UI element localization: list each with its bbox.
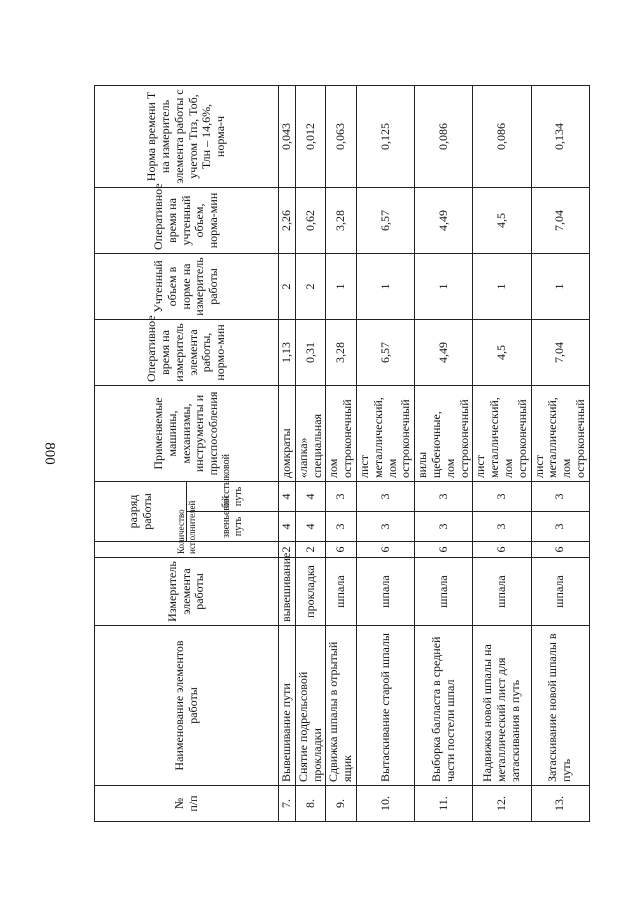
row-grade-link: 4 (279, 512, 296, 542)
row-num: 8. (295, 786, 326, 822)
row-grade-link: 3 (531, 512, 589, 542)
row-tools: «лапка» специальная (295, 386, 326, 482)
row-name: Снятие подрельсовой прокладки (295, 626, 326, 786)
row-name: Вытаскивание старой шпалы (356, 626, 414, 786)
table-row (415, 86, 473, 822)
row-tools: лист металлический, лом остроконечный (531, 386, 589, 482)
row-op-volume: 0,62 (295, 188, 326, 254)
row-volume: 2 (295, 254, 326, 320)
row-op-time: 6,57 (356, 320, 414, 386)
row-tools: вилы щебеночные, лом остроконечный (415, 386, 473, 482)
row-name: Выборка балласта в средней части постели шпал (415, 626, 473, 786)
table-row (326, 86, 357, 822)
norm-table (94, 85, 590, 822)
table-row (356, 86, 414, 822)
row-workers: 6 (415, 542, 473, 558)
header-op-time-meter: Оперативное время на измеритель элемента работы, нормо-мин (95, 320, 279, 386)
row-grade-link: 3 (415, 512, 473, 542)
row-norm-time: 0,134 (531, 86, 589, 188)
row-workers: 6 (531, 542, 589, 558)
row-op-volume: 3,28 (326, 188, 357, 254)
row-meter: шпала (473, 558, 531, 626)
row-op-volume: 4,49 (415, 188, 473, 254)
row-op-time: 0,31 (295, 320, 326, 386)
row-meter: шпала (356, 558, 414, 626)
row-op-time: 1,13 (279, 320, 296, 386)
header-meter: Измеритель элемента работы (95, 558, 279, 626)
row-num: 10. (356, 786, 414, 822)
row-num: 11. (415, 786, 473, 822)
row-num: 9. (326, 786, 357, 822)
row-grade-jointless: 3 (356, 482, 414, 512)
header-volume: Учтенный объем в норме на измеритель работы (95, 254, 279, 320)
row-workers: 6 (356, 542, 414, 558)
header-op-time-volume: Оперативное время на учтенный объем, норма-мин (95, 188, 279, 254)
row-op-time: 7,04 (531, 320, 589, 386)
header-num: № п/п (95, 786, 279, 822)
header-grade-group: разряд работы (95, 482, 187, 542)
row-grade-link: 3 (356, 512, 414, 542)
header-grade-link: звеньевой путь (187, 512, 279, 542)
page-number: 800 (41, 442, 58, 465)
row-meter: шпала (415, 558, 473, 626)
header-grade-jointless: бесстыковой путь (187, 482, 279, 512)
row-op-volume: 6,57 (356, 188, 414, 254)
table-row (295, 86, 326, 822)
row-op-volume: 2,26 (279, 188, 296, 254)
row-volume: 1 (531, 254, 589, 320)
row-workers: 6 (473, 542, 531, 558)
norm-table-rotated (94, 86, 587, 822)
row-grade-link: 4 (295, 512, 326, 542)
row-grade-jointless: 3 (326, 482, 357, 512)
row-volume: 1 (473, 254, 531, 320)
row-tools: лом остроконечный (326, 386, 357, 482)
header-name: Наименование элементов работы (95, 626, 279, 786)
row-tools: домкраты (279, 386, 296, 482)
row-tools: лист металлический, лом остроконечный (473, 386, 531, 482)
row-num: 13. (531, 786, 589, 822)
row-op-volume: 7,04 (531, 188, 589, 254)
row-volume: 1 (356, 254, 414, 320)
row-workers: 2 (279, 542, 296, 558)
row-name: Сдвижка шпалы в отрытый ящик (326, 626, 357, 786)
row-name: Вывешивание пути (279, 626, 296, 786)
row-grade-jointless: 4 (295, 482, 326, 512)
row-name: Надвижка новой шпалы на металлический лист для затаскивания в путь (473, 626, 531, 786)
row-grade-link: 3 (326, 512, 357, 542)
row-name: Затаскивание новой шпалы в путь (531, 626, 589, 786)
row-norm-time: 0,086 (473, 86, 531, 188)
row-tools: лист металлический, лом остроконечный (356, 386, 414, 482)
row-norm-time: 0,125 (356, 86, 414, 188)
table-row (279, 86, 296, 822)
row-norm-time: 0,043 (279, 86, 296, 188)
header-workers: Количество исполнителей (95, 542, 279, 558)
header-tools: Применяемые машины, механизмы, инструменты и приспособления (95, 386, 279, 482)
row-grade-jointless: 4 (279, 482, 296, 512)
row-op-time: 3,28 (326, 320, 357, 386)
row-volume: 1 (326, 254, 357, 320)
row-volume: 2 (279, 254, 296, 320)
row-op-time: 4,49 (415, 320, 473, 386)
row-op-volume: 4,5 (473, 188, 531, 254)
row-norm-time: 0,012 (295, 86, 326, 188)
row-workers: 2 (295, 542, 326, 558)
row-norm-time: 0,086 (415, 86, 473, 188)
row-op-time: 4,5 (473, 320, 531, 386)
row-meter: шпала (531, 558, 589, 626)
row-meter: прокладка (295, 558, 326, 626)
header-norm-time: Норма времени Т на измеритель элемента работы с учетом Тпз, Тоб, Тлн – 14,6%, норма-ч (95, 86, 279, 188)
table-row (473, 86, 531, 822)
row-grade-jointless: 3 (531, 482, 589, 512)
row-meter: шпала (326, 558, 357, 626)
row-norm-time: 0,063 (326, 86, 357, 188)
row-grade-jointless: 3 (473, 482, 531, 512)
row-num: 12. (473, 786, 531, 822)
row-grade-jointless: 3 (415, 482, 473, 512)
table-row (531, 86, 589, 822)
row-grade-link: 3 (473, 512, 531, 542)
row-num: 7. (279, 786, 296, 822)
row-workers: 6 (326, 542, 357, 558)
row-volume: 1 (415, 254, 473, 320)
row-meter: вывешивание (279, 558, 296, 626)
